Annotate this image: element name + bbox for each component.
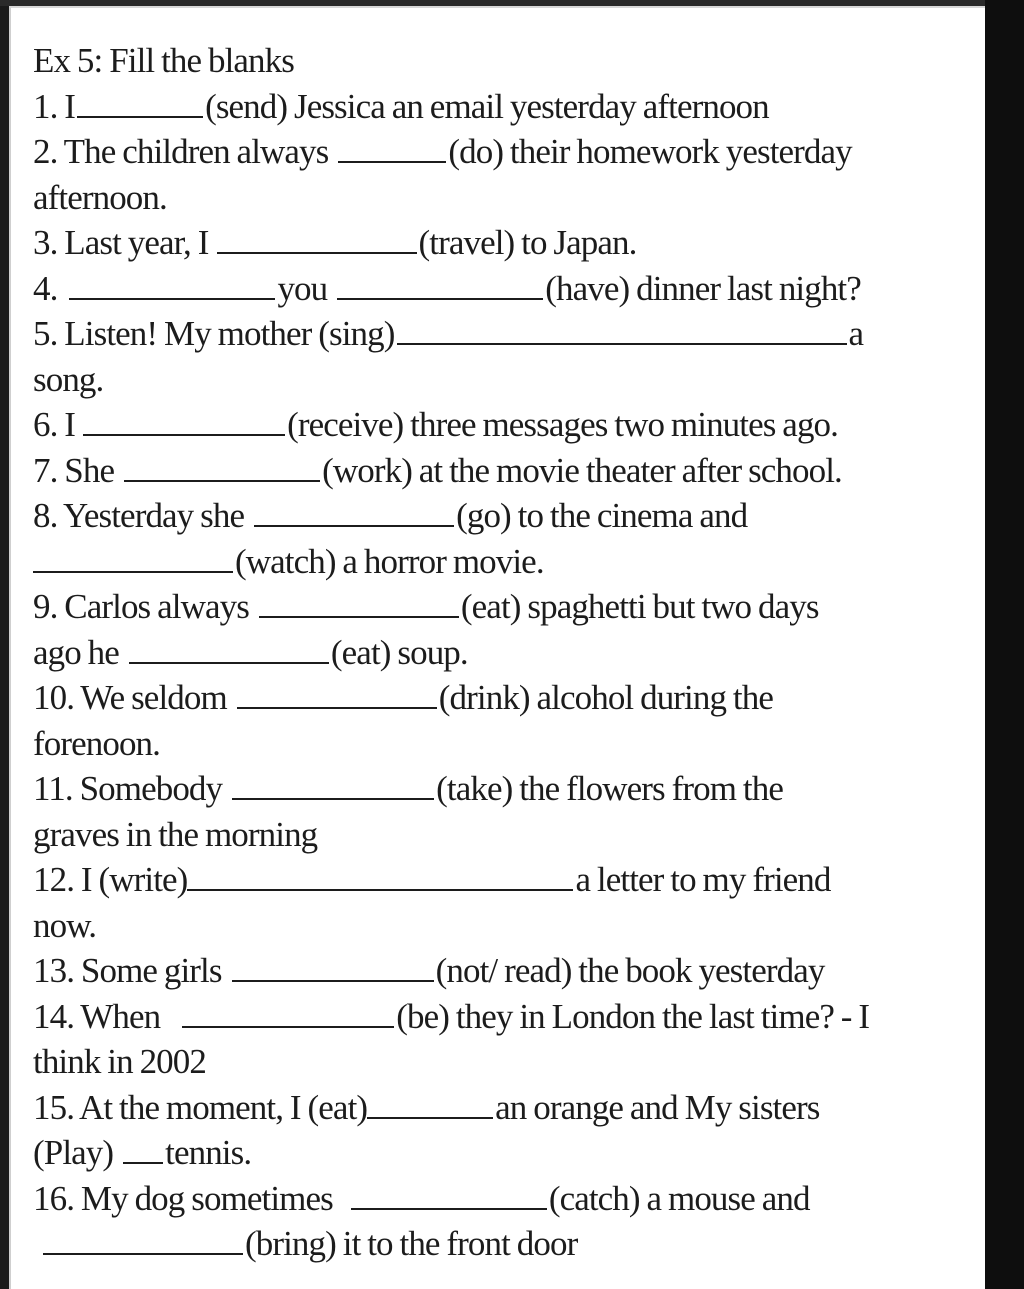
answer-blank[interactable] (43, 1225, 243, 1255)
answer-blank[interactable] (367, 1089, 493, 1119)
question-3: 3. Last year, I (travel) to Japan. (33, 223, 637, 262)
worksheet-page (9, 6, 985, 1289)
question-11: 11. Somebody (take) the flowers from the (33, 769, 783, 808)
question-5-continued: song. (33, 359, 104, 399)
answer-blank[interactable] (124, 452, 320, 482)
question-10: 10. We seldom (drink) alcohol during the (33, 678, 773, 717)
question-8-continued: (watch) a horror movie. (33, 539, 978, 585)
question-14-continued: think in 2002 (33, 1042, 206, 1081)
answer-blank[interactable] (129, 634, 329, 664)
question-14: 14. When (be) they in London the last time? - I (33, 996, 870, 1036)
question-12: 12. I (write) a letter to my friend (33, 860, 831, 899)
answer-blank[interactable] (123, 1134, 163, 1164)
question-16-continued: (bring) it to the front door (33, 1221, 978, 1267)
answer-blank[interactable] (338, 133, 446, 163)
answer-blank[interactable] (337, 270, 543, 300)
answer-blank[interactable] (187, 861, 573, 891)
question-7: 7. She (work) at the movie theater after school. (33, 450, 842, 490)
answer-blank[interactable] (69, 270, 275, 300)
question-16: 16. My dog sometimes (catch) a mouse and (33, 1178, 810, 1218)
answer-blank[interactable] (259, 588, 459, 618)
question-1: 1. I (send) Jessica an email yesterday afternoon (33, 86, 769, 126)
question-9-continued: ago he (eat) soup. (33, 632, 468, 672)
question-13: 13. Some girls (not/ read) the book yesterday (33, 951, 825, 990)
answer-blank[interactable] (77, 88, 203, 118)
question-4: 4. you (have) dinner last night? (33, 268, 861, 308)
answer-blank[interactable] (254, 497, 454, 527)
answer-blank[interactable] (237, 679, 437, 709)
answer-blank[interactable] (351, 1180, 547, 1210)
answer-blank[interactable] (232, 952, 434, 982)
answer-blank[interactable] (33, 543, 233, 573)
question-8: 8. Yesterday she (go) to the cinema and (33, 496, 748, 535)
answer-blank[interactable] (232, 770, 434, 800)
answer-blank[interactable] (397, 315, 847, 345)
question-6: 6. I (receive) three messages two minutes ago. (33, 405, 838, 444)
window-frame-right (985, 0, 1024, 1289)
question-11-continued: graves in the morning (33, 814, 318, 854)
question-9: 9. Carlos always (eat) spaghetti but two days (33, 587, 819, 626)
answer-blank[interactable] (182, 998, 394, 1028)
question-15: 15. At the moment, I (eat) an orange and My sisters (33, 1087, 820, 1127)
question-2-continued: afternoon. (33, 177, 167, 217)
question-5: 5. Listen! My mother (sing) a (33, 314, 864, 353)
question-12-continued: now. (33, 905, 97, 945)
exercise-title: Ex 5: Fill the blanks (33, 41, 294, 80)
question-2: 2. The children always (do) their homework yesterday (33, 132, 852, 171)
answer-blank[interactable] (217, 224, 417, 254)
question-15-continued: (Play) tennis. (33, 1133, 252, 1172)
question-10-continued: forenoon. (33, 723, 160, 763)
answer-blank[interactable] (83, 406, 285, 436)
exercise-content (33, 38, 978, 1267)
